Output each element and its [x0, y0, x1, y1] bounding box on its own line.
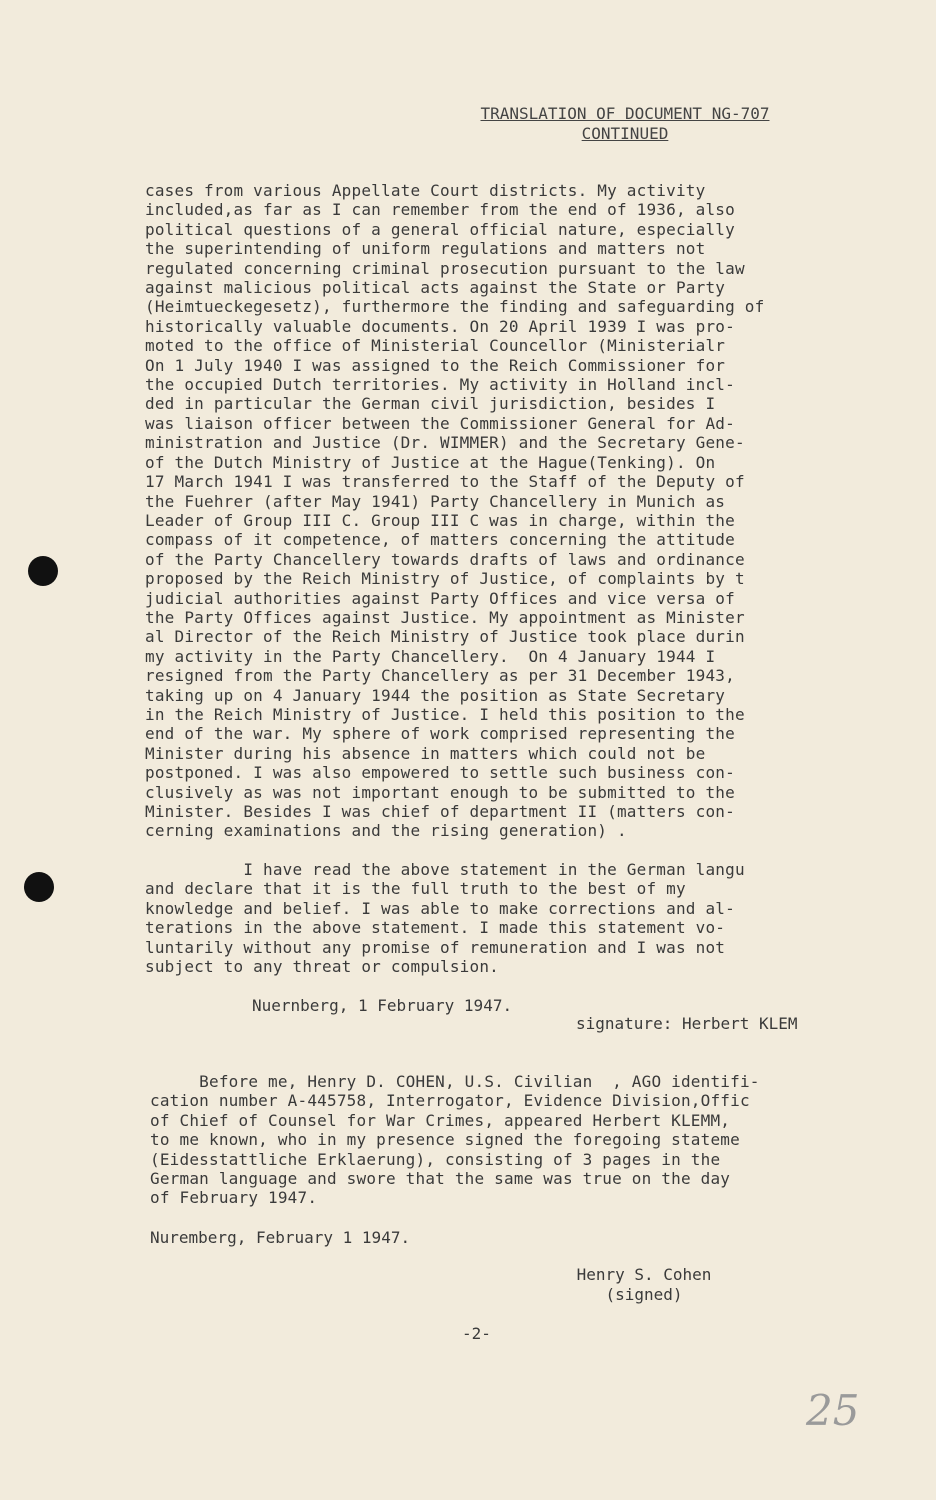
page-number: -2- [462, 1324, 491, 1343]
punch-hole-icon [28, 556, 58, 586]
signature-2 [564, 1265, 724, 1305]
document-title: TRANSLATION OF DOCUMENT NG-707 [480, 104, 770, 123]
place-date-2: Nuremberg, February 1 1947. [150, 1228, 411, 1247]
statement-paragraph-1: cases from various Appellate Court districts. My activity included,as far as I can remember from the end of 1936, also political questions of a general official nature, especially the superintending of uniform regulations and matters not regulated concerning criminal prosecution pursuant to the law against malicious political acts against the State or Party (Heimtueckegesetz), furthermore the finding and safeguarding of historically valuable documents. On 20 April 1939 I was pro- moted to the office of Ministerial Councellor (Ministerialr On 1 July 1940 I was assigned to the Reich Commissioner for the occupied Dutch territories. My activity in Holland incl- ded in particular the German civil jurisdiction, besides I was liaison officer between the Commissioner General for Ad- ministration and Justice (Dr. WIMMER) and the Secretary Gene- of the Dutch Ministry of Justice at the Hague(Tenking). On 17 March 1941 I was transferred to the Staff of the Deputy of the Fuehrer (after May 1941) Party Chancellery in Munich as Leader of Group III C. Group III C was in charge, within the compass of it competence, of matters concerning the attitude of the Party Chancellery towards drafts of laws and ordinance proposed by the Reich Ministry of Justice, of complaints by t judicial authorities against Party Offices and vice versa of the Party Offices against Justice. My appointment as Minister al Director of the Reich Ministry of Justice took place durin my activity in the Party Chancellery. On 4 January 1944 I resigned from the Party Chancellery as per 31 December 1943, taking up on 4 January 1944 the position as State Secretary in the Reich Ministry of Justice. I held this position to the end of the war. My sphere of work comprised representing the Minister during his absence in matters which could not be postponed. I was also empowered to settle such business con- clusively as was not important enough to be submitted to the Minister. Besides I was chief of department II (matters con- cerning examinations and the rising generation) . [145, 181, 765, 841]
document-subtitle: CONTINUED [581, 124, 669, 143]
signature-1: signature: Herbert KLEM [576, 1014, 798, 1033]
punch-hole-icon [24, 872, 54, 902]
certification-paragraph: Before me, Henry D. COHEN, U.S. Civilian , AGO identifi- cation number A-445758, Interrogator, Evidence Division,Offic of Chief of Counsel for War Crimes, appeared Herbert KLEMM, to me known, who in my presence signed the foregoing stateme (Eidesstattliche Erklaerung), consisting of 3 pages in the German language and swore that the same was true on the day of February 1947. [150, 1072, 760, 1208]
signature-2-name: Henry S. Cohen [576, 1265, 712, 1284]
statement-paragraph-2: I have read the above statement in the German langu and declare that it is the full truth to the best of my knowledge and belief. I was able to make corrections and al- terations in the above statement. I made this statement vo- luntarily without any promise of remuneration and I was not subject to any threat or compulsion. [145, 860, 745, 977]
signature-2-note: (signed) [605, 1285, 683, 1304]
handwritten-page-mark: 25 [806, 1386, 860, 1435]
place-date-1: Nuernberg, 1 February 1947. [252, 996, 513, 1015]
document-header [452, 104, 798, 144]
